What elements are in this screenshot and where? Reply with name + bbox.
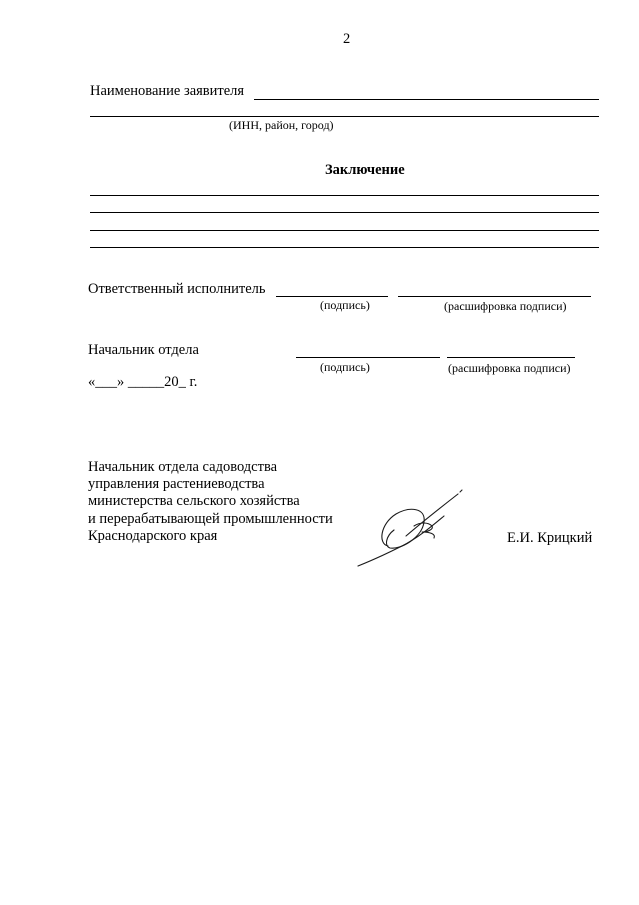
responsible-signature-caption: (подпись)	[320, 298, 370, 312]
conclusion-line-4	[90, 247, 599, 248]
responsible-decoding-line	[398, 296, 591, 297]
responsible-decoding-caption: (расшифровка подписи)	[444, 299, 567, 313]
responsible-label: Ответственный исполнитель	[88, 281, 266, 297]
department-head-signature-line	[296, 357, 440, 358]
signatory-position-line-1: Начальник отдела садоводства	[88, 459, 278, 475]
department-head-decoding-caption: (расшифровка подписи)	[448, 361, 571, 375]
signatory-position-line-2: управления растениеводства	[88, 476, 265, 492]
signatory-position-line-3: министерства сельского хозяйства	[88, 493, 300, 509]
applicant-details-line	[90, 116, 599, 117]
conclusion-title: Заключение	[325, 162, 405, 178]
conclusion-line-2	[90, 212, 599, 213]
applicant-caption: (ИНН, район, город)	[229, 118, 334, 132]
conclusion-line-1	[90, 195, 599, 196]
date-line: «___» _____20_ г.	[88, 374, 198, 390]
applicant-label: Наименование заявителя	[90, 83, 245, 99]
handwritten-signature	[348, 486, 468, 572]
department-head-label: Начальник отдела	[88, 342, 199, 358]
signatory-position-line-5: Краснодарского края	[88, 528, 218, 544]
signatory-position-line-4: и перерабатывающей промышленности	[88, 511, 333, 527]
applicant-name-line	[254, 99, 599, 100]
responsible-signature-line	[276, 296, 388, 297]
department-head-signature-caption: (подпись)	[320, 360, 370, 374]
signatory-name: Е.И. Крицкий	[507, 530, 593, 546]
page-number: 2	[343, 31, 351, 47]
conclusion-line-3	[90, 230, 599, 231]
department-head-decoding-line	[447, 357, 575, 358]
